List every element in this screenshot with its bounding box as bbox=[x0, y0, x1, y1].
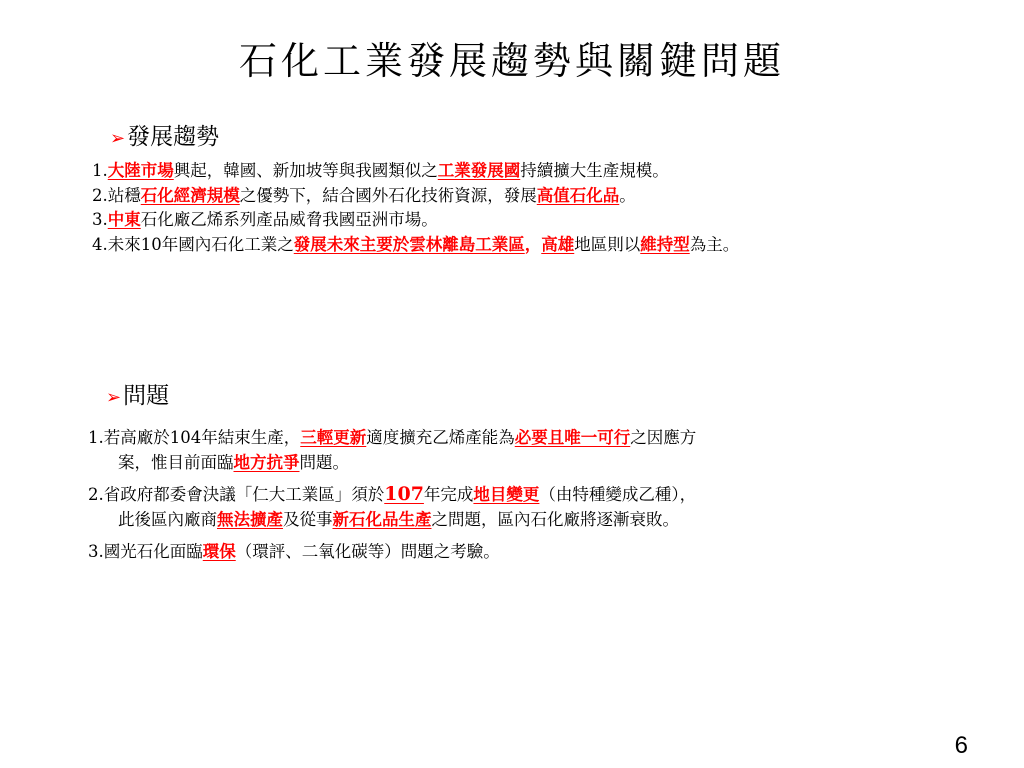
highlight-text: 工業發展國 bbox=[437, 161, 521, 180]
section-heading-problems bbox=[106, 377, 169, 410]
arrow-bullet-icon: ➢ bbox=[106, 387, 122, 408]
arrow-bullet-icon: ➢ bbox=[110, 128, 126, 149]
continuation-line bbox=[88, 507, 696, 532]
highlight-text: 石化經濟規模 bbox=[140, 185, 240, 205]
text: 適度擴充乙烯產能為 bbox=[366, 428, 515, 447]
item-number: 2. bbox=[92, 185, 108, 205]
item-number: 4. bbox=[92, 234, 108, 254]
highlight-text: 高雄 bbox=[541, 234, 575, 254]
highlight-text: 必要且唯一可行 bbox=[514, 428, 631, 447]
text: 國光石化面臨 bbox=[103, 542, 203, 561]
continuation-line bbox=[88, 450, 696, 475]
list-item bbox=[92, 233, 739, 258]
page-number: 6 bbox=[954, 732, 968, 759]
item-number: 1. bbox=[92, 161, 108, 180]
text: 。 bbox=[619, 185, 636, 205]
text: 若高廠於104年結束生產， bbox=[103, 428, 301, 447]
highlight-text: 無法擴產 bbox=[217, 510, 283, 529]
highlight-text: 三輕更新 bbox=[300, 428, 367, 447]
list-item bbox=[88, 425, 696, 475]
trends-list bbox=[92, 159, 739, 257]
highlight-text: 維持型 bbox=[640, 234, 690, 254]
text: 及從事 bbox=[283, 510, 333, 529]
list-item bbox=[88, 482, 696, 532]
highlight-text: 107 bbox=[384, 483, 424, 505]
list-item bbox=[88, 539, 696, 564]
list-item bbox=[92, 208, 739, 233]
item-number: 3. bbox=[92, 210, 108, 229]
text: 此後區內廠商 bbox=[118, 510, 217, 529]
text: 省政府都委會決議「仁大工業區」須於 bbox=[103, 485, 385, 504]
text: 地區則以 bbox=[574, 234, 641, 254]
text: 年完成 bbox=[423, 485, 474, 504]
item-number: 3. bbox=[88, 542, 104, 561]
highlight-text: 發展未來主要於雲林離島工業區 bbox=[293, 234, 525, 254]
text: 問題。 bbox=[299, 453, 349, 472]
list-item bbox=[92, 159, 739, 184]
problems-list bbox=[88, 425, 696, 564]
text: 持續擴大生產規模。 bbox=[520, 161, 669, 180]
highlight-text: 地目變更 bbox=[473, 485, 540, 504]
highlight-text: 地方抗爭 bbox=[233, 453, 300, 472]
heading-text: 發展趨勢 bbox=[127, 124, 220, 150]
item-number: 2. bbox=[88, 485, 104, 504]
text: 案，惟目前面臨 bbox=[118, 453, 234, 472]
highlight-text: 大陸市場 bbox=[107, 161, 174, 180]
item-number: 1. bbox=[88, 428, 104, 447]
text: 興起，韓國、新加坡等與我國類似之 bbox=[173, 161, 438, 180]
text: （環評、二氧化碳等）問題之考驗。 bbox=[235, 542, 500, 561]
highlight-text: 高值石化品 bbox=[536, 185, 620, 205]
highlight-text: 新石化品生產 bbox=[332, 510, 432, 529]
text: 之優勢下，結合國外石化技術資源，發展 bbox=[239, 185, 537, 205]
highlight-text: 中東 bbox=[107, 210, 141, 229]
section-heading-trends bbox=[110, 118, 219, 151]
text: 未來10年國內石化工業之 bbox=[107, 234, 294, 254]
text: ， bbox=[524, 234, 542, 254]
text: 為主。 bbox=[689, 234, 740, 254]
text: 石化廠乙烯系列產品威脅我國亞洲市場。 bbox=[140, 210, 438, 229]
text: 之問題，區內石化廠將逐漸衰敗。 bbox=[431, 510, 679, 529]
text: （由特種變成乙種）， bbox=[539, 485, 697, 504]
heading-text: 問題 bbox=[123, 383, 170, 409]
highlight-text: 環保 bbox=[202, 542, 236, 561]
text: 之因應方 bbox=[630, 428, 697, 447]
text: 站穩 bbox=[107, 185, 141, 205]
list-item bbox=[92, 184, 739, 209]
slide-title: 石化工業發展趨勢與關鍵問題 bbox=[238, 39, 785, 83]
